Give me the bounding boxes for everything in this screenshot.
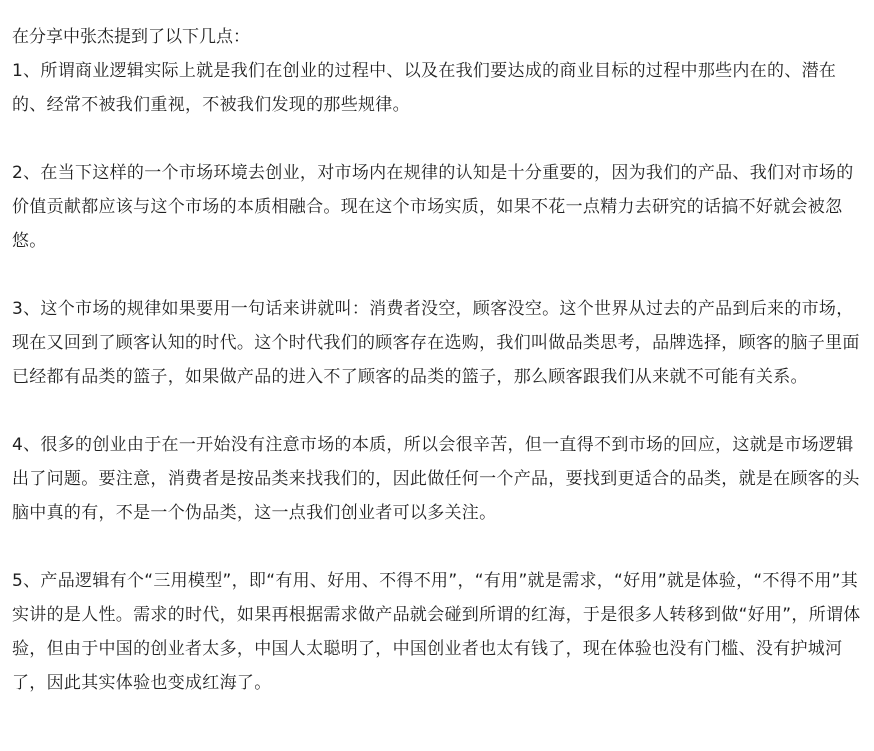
point-4: 4、很多的创业由于在一开始没有注意市场的本质，所以会很辛苦，但一直得不到市场的回应，这就是市场逻辑出了问题。要注意，消费者是按品类来找我们的，因此做任何一个产品，要找到更适合的品类，就是在顾客的头脑中真的有，不是一个伪品类，这一点我们创业者可以多关注。 bbox=[12, 435, 860, 523]
point-3: 3、这个市场的规律如果要用一句话来讲就叫：消费者没空，顾客没空。这个世界从过去的产品到后来的市场，现在又回到了顾客认知的时代。这个时代我们的顾客存在选购，我们叫做品类思考，品牌选择，顾客的脑子里面已经都有品类的篮子，如果做产品的进入不了顾客的品类的篮子，那么顾客跟我们从来就不可能有关系。 bbox=[12, 299, 860, 387]
point-5: 5、产品逻辑有个“三用模型”，即“有用、好用、不得不用”，“有用”就是需求，“好用”就是体验，“不得不用”其实讲的是人性。需求的时代，如果再根据需求做产品就会碰到所谓的红海，于是很多人转移到做“好用”，所谓体验，但由于中国的创业者太多，中国人太聪明了，中国创业者也太有钱了，现在体验也没有门槛、没有护城河了，因此其实体验也变成红海了。 bbox=[12, 571, 861, 693]
point-1: 1、所谓商业逻辑实际上就是我们在创业的过程中、以及在我们要达成的商业目标的过程中那些内在的、潜在的、经常不被我们重视，不被我们发现的那些规律。 bbox=[12, 61, 837, 115]
point-2: 2、在当下这样的一个市场环境去创业，对市场内在规律的认知是十分重要的，因为我们的产品、我们对市场的价值贡献都应该与这个市场的本质相融合。现在这个市场实质，如果不花一点精力去研究的话搞不好就会被忽悠。 bbox=[12, 163, 854, 251]
intro-line: 在分享中张杰提到了以下几点： bbox=[12, 27, 250, 47]
article-body bbox=[12, 20, 864, 700]
